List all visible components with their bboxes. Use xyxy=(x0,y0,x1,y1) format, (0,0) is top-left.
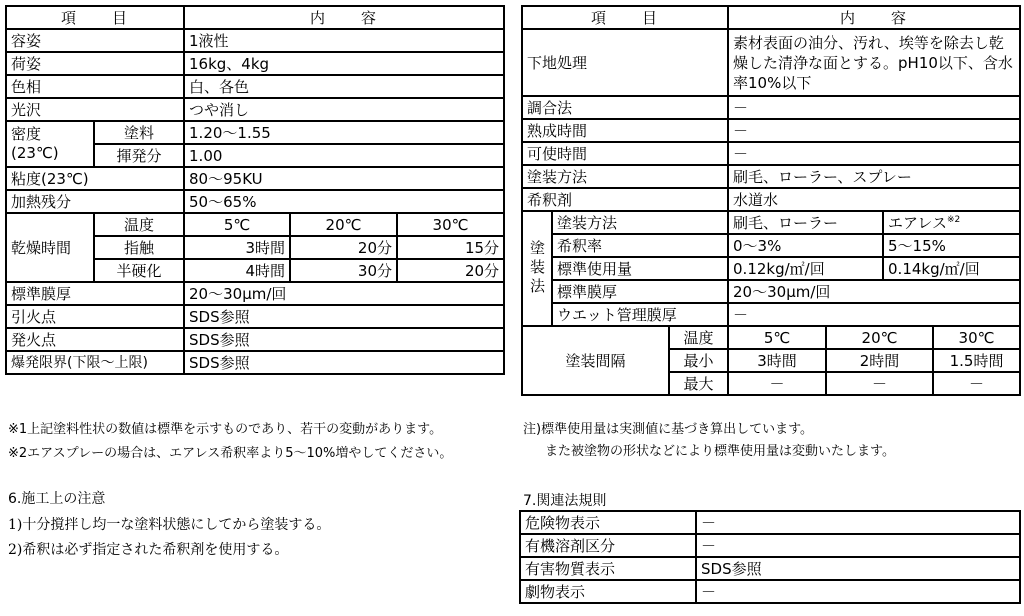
label-aging: 熟成時間 xyxy=(522,119,728,142)
interval-min-3: 1.5時間 xyxy=(933,349,1020,372)
interval-temp-2: 20℃ xyxy=(826,326,933,349)
reg-value-4: － xyxy=(696,580,1020,603)
value-app-method-a: 刷毛、ローラー xyxy=(728,211,883,234)
row-aging xyxy=(522,119,1020,142)
row-flash xyxy=(6,305,504,328)
section7-title: 7.関連法規則 xyxy=(523,493,607,509)
right-header-item: 項 目 xyxy=(522,6,728,29)
label-residue: 加熱残分 xyxy=(6,190,184,213)
value-app-film: 20～30μm/回 xyxy=(728,280,1020,303)
row-method xyxy=(522,165,1020,188)
section6-title: 6.施工上の注意 xyxy=(8,491,106,507)
note-left-1: ※1上記塗料性状の数値は標準を示すものであり、若干の変動があります。 xyxy=(8,422,443,437)
label-thinner: 希釈剤 xyxy=(522,188,728,211)
left-header-item: 項 目 xyxy=(6,6,184,29)
row-explosion xyxy=(6,351,504,374)
reg-row xyxy=(520,534,1020,557)
value-surface: 素材表面の油分、汚れ、埃等を除去し乾燥した清浄な面とする。pH10以下、含水率10%以下 xyxy=(728,29,1020,96)
note-left-2: ※2エアスプレーの場合は、エアレス希釈率より5～10%増やしてください。 xyxy=(8,446,453,461)
regulations-table xyxy=(519,510,1021,604)
label-gloss: 光沢 xyxy=(6,98,184,121)
label-fire: 発火点 xyxy=(6,328,184,351)
label-film: 標準膜厚 xyxy=(6,282,184,305)
drying-semi-2: 30分 xyxy=(290,259,397,282)
drying-touch-1: 3時間 xyxy=(184,236,290,259)
note-right-1: 注)標準使用量は実測値に基づき算出しています。 xyxy=(523,422,814,437)
value-packaging: 16kg、4kg xyxy=(184,52,504,75)
interval-min-1: 3時間 xyxy=(728,349,826,372)
value-mixing: － xyxy=(728,96,1020,119)
label-viscosity: 粘度(23℃) xyxy=(6,167,184,190)
drying-temp-1: 5℃ xyxy=(184,213,290,236)
value-app-wet: － xyxy=(728,303,1020,326)
drying-temp-2: 20℃ xyxy=(290,213,397,236)
row-gloss xyxy=(6,98,504,121)
label-density: 密度 (23℃) xyxy=(6,121,94,167)
value-gloss: つや消し xyxy=(184,98,504,121)
value-color: 白、各色 xyxy=(184,75,504,98)
row-interval-temp xyxy=(522,326,1020,349)
row-thinner xyxy=(522,188,1020,211)
interval-temp-3: 30℃ xyxy=(933,326,1020,349)
row-film xyxy=(6,282,504,305)
row-viscosity xyxy=(6,167,504,190)
label-method: 塗装方法 xyxy=(522,165,728,188)
label-interval: 塗装間隔 xyxy=(522,326,669,395)
label-drying: 乾燥時間 xyxy=(6,213,94,282)
label-potlife: 可使時間 xyxy=(522,142,728,165)
reg-row xyxy=(520,557,1020,580)
drying-semi-1: 4時間 xyxy=(184,259,290,282)
interval-temp-1: 5℃ xyxy=(728,326,826,349)
row-appearance xyxy=(6,29,504,52)
row-fire xyxy=(6,328,504,351)
interval-max-2: － xyxy=(826,372,933,395)
right-header-row xyxy=(522,6,1020,29)
value-app-dilution-b: 5～15% xyxy=(883,234,1020,257)
value-film: 20～30μm/回 xyxy=(184,282,504,305)
section6-item-2: 2)希釈は必ず指定された希釈剤を使用する。 xyxy=(8,542,289,558)
row-app-wet xyxy=(522,303,1020,326)
reg-value-1: － xyxy=(696,511,1020,534)
label-application: 塗装法 xyxy=(522,211,552,326)
label-flash: 引火点 xyxy=(6,305,184,328)
label-density-paint: 塗料 xyxy=(94,121,184,144)
interval-max-3: － xyxy=(933,372,1020,395)
row-residue xyxy=(6,190,504,213)
reg-value-3: SDS参照 xyxy=(696,557,1020,580)
value-thinner: 水道水 xyxy=(728,188,1020,211)
label-surface: 下地処理 xyxy=(522,29,728,96)
drying-semi-3: 20分 xyxy=(397,259,504,282)
reg-value-2: － xyxy=(696,534,1020,557)
value-explosion: SDS参照 xyxy=(184,351,504,374)
label-color: 色相 xyxy=(6,75,184,98)
label-packaging: 荷姿 xyxy=(6,52,184,75)
drying-temp-3: 30℃ xyxy=(397,213,504,236)
row-potlife xyxy=(522,142,1020,165)
label-explosion: 爆発限界(下限～上限) xyxy=(6,351,184,374)
row-mixing xyxy=(522,96,1020,119)
label-drying-touch: 指触 xyxy=(94,236,184,259)
label-interval-max: 最大 xyxy=(669,372,728,395)
label-app-usage: 標準使用量 xyxy=(552,257,728,280)
label-app-wet: ウエット管理膜厚 xyxy=(552,303,728,326)
value-residue: 50～65% xyxy=(184,190,504,213)
row-packaging xyxy=(6,52,504,75)
value-potlife: － xyxy=(728,142,1020,165)
label-mixing: 調合法 xyxy=(522,96,728,119)
section6-item-1: 1)十分撹拌し均一な塗料状態にしてから塗装する。 xyxy=(8,517,331,533)
interval-min-2: 2時間 xyxy=(826,349,933,372)
value-appearance: 1液性 xyxy=(184,29,504,52)
label-app-method: 塗装方法 xyxy=(552,211,728,234)
label-app-dilution: 希釈率 xyxy=(552,234,728,257)
row-app-usage xyxy=(522,257,1020,280)
row-color xyxy=(6,75,504,98)
right-header-content: 内 容 xyxy=(728,6,1020,29)
value-flash: SDS参照 xyxy=(184,305,504,328)
label-density-volatile: 揮発分 xyxy=(94,144,184,167)
reg-label-2: 有機溶剤区分 xyxy=(520,534,696,557)
value-density-paint: 1.20～1.55 xyxy=(184,121,504,144)
reg-label-1: 危険物表示 xyxy=(520,511,696,534)
left-spec-table xyxy=(5,5,505,375)
label-app-film: 標準膜厚 xyxy=(552,280,728,303)
value-density-volatile: 1.00 xyxy=(184,144,504,167)
drying-touch-3: 15分 xyxy=(397,236,504,259)
row-app-film xyxy=(522,280,1020,303)
left-header-row xyxy=(6,6,504,29)
value-method: 刷毛、ローラー、スプレー xyxy=(728,165,1020,188)
label-interval-temp: 温度 xyxy=(669,326,728,349)
value-app-usage-b: 0.14kg/㎡/回 xyxy=(883,257,1020,280)
label-interval-min: 最小 xyxy=(669,349,728,372)
drying-touch-2: 20分 xyxy=(290,236,397,259)
value-app-dilution-a: 0～3% xyxy=(728,234,883,257)
row-app-dilution xyxy=(522,234,1020,257)
reg-row xyxy=(520,580,1020,603)
label-drying-temp: 温度 xyxy=(94,213,184,236)
value-viscosity: 80～95KU xyxy=(184,167,504,190)
label-drying-semi: 半硬化 xyxy=(94,259,184,282)
note-right-2: また被塗物の形状などにより標準使用量は変動いたします。 xyxy=(545,444,895,459)
right-spec-table xyxy=(521,5,1021,396)
reg-row xyxy=(520,511,1020,534)
value-fire: SDS参照 xyxy=(184,328,504,351)
row-density-paint xyxy=(6,121,504,144)
interval-max-1: － xyxy=(728,372,826,395)
label-appearance: 容姿 xyxy=(6,29,184,52)
row-drying-temp xyxy=(6,213,504,236)
row-app-method xyxy=(522,211,1020,234)
reg-label-4: 劇物表示 xyxy=(520,580,696,603)
row-surface xyxy=(522,29,1020,96)
reg-label-3: 有害物質表示 xyxy=(520,557,696,580)
value-aging: － xyxy=(728,119,1020,142)
left-header-content: 内 容 xyxy=(184,6,504,29)
value-app-usage-a: 0.12kg/㎡/回 xyxy=(728,257,883,280)
value-app-method-b: エアレス$^{※2}$ xyxy=(883,211,1020,234)
